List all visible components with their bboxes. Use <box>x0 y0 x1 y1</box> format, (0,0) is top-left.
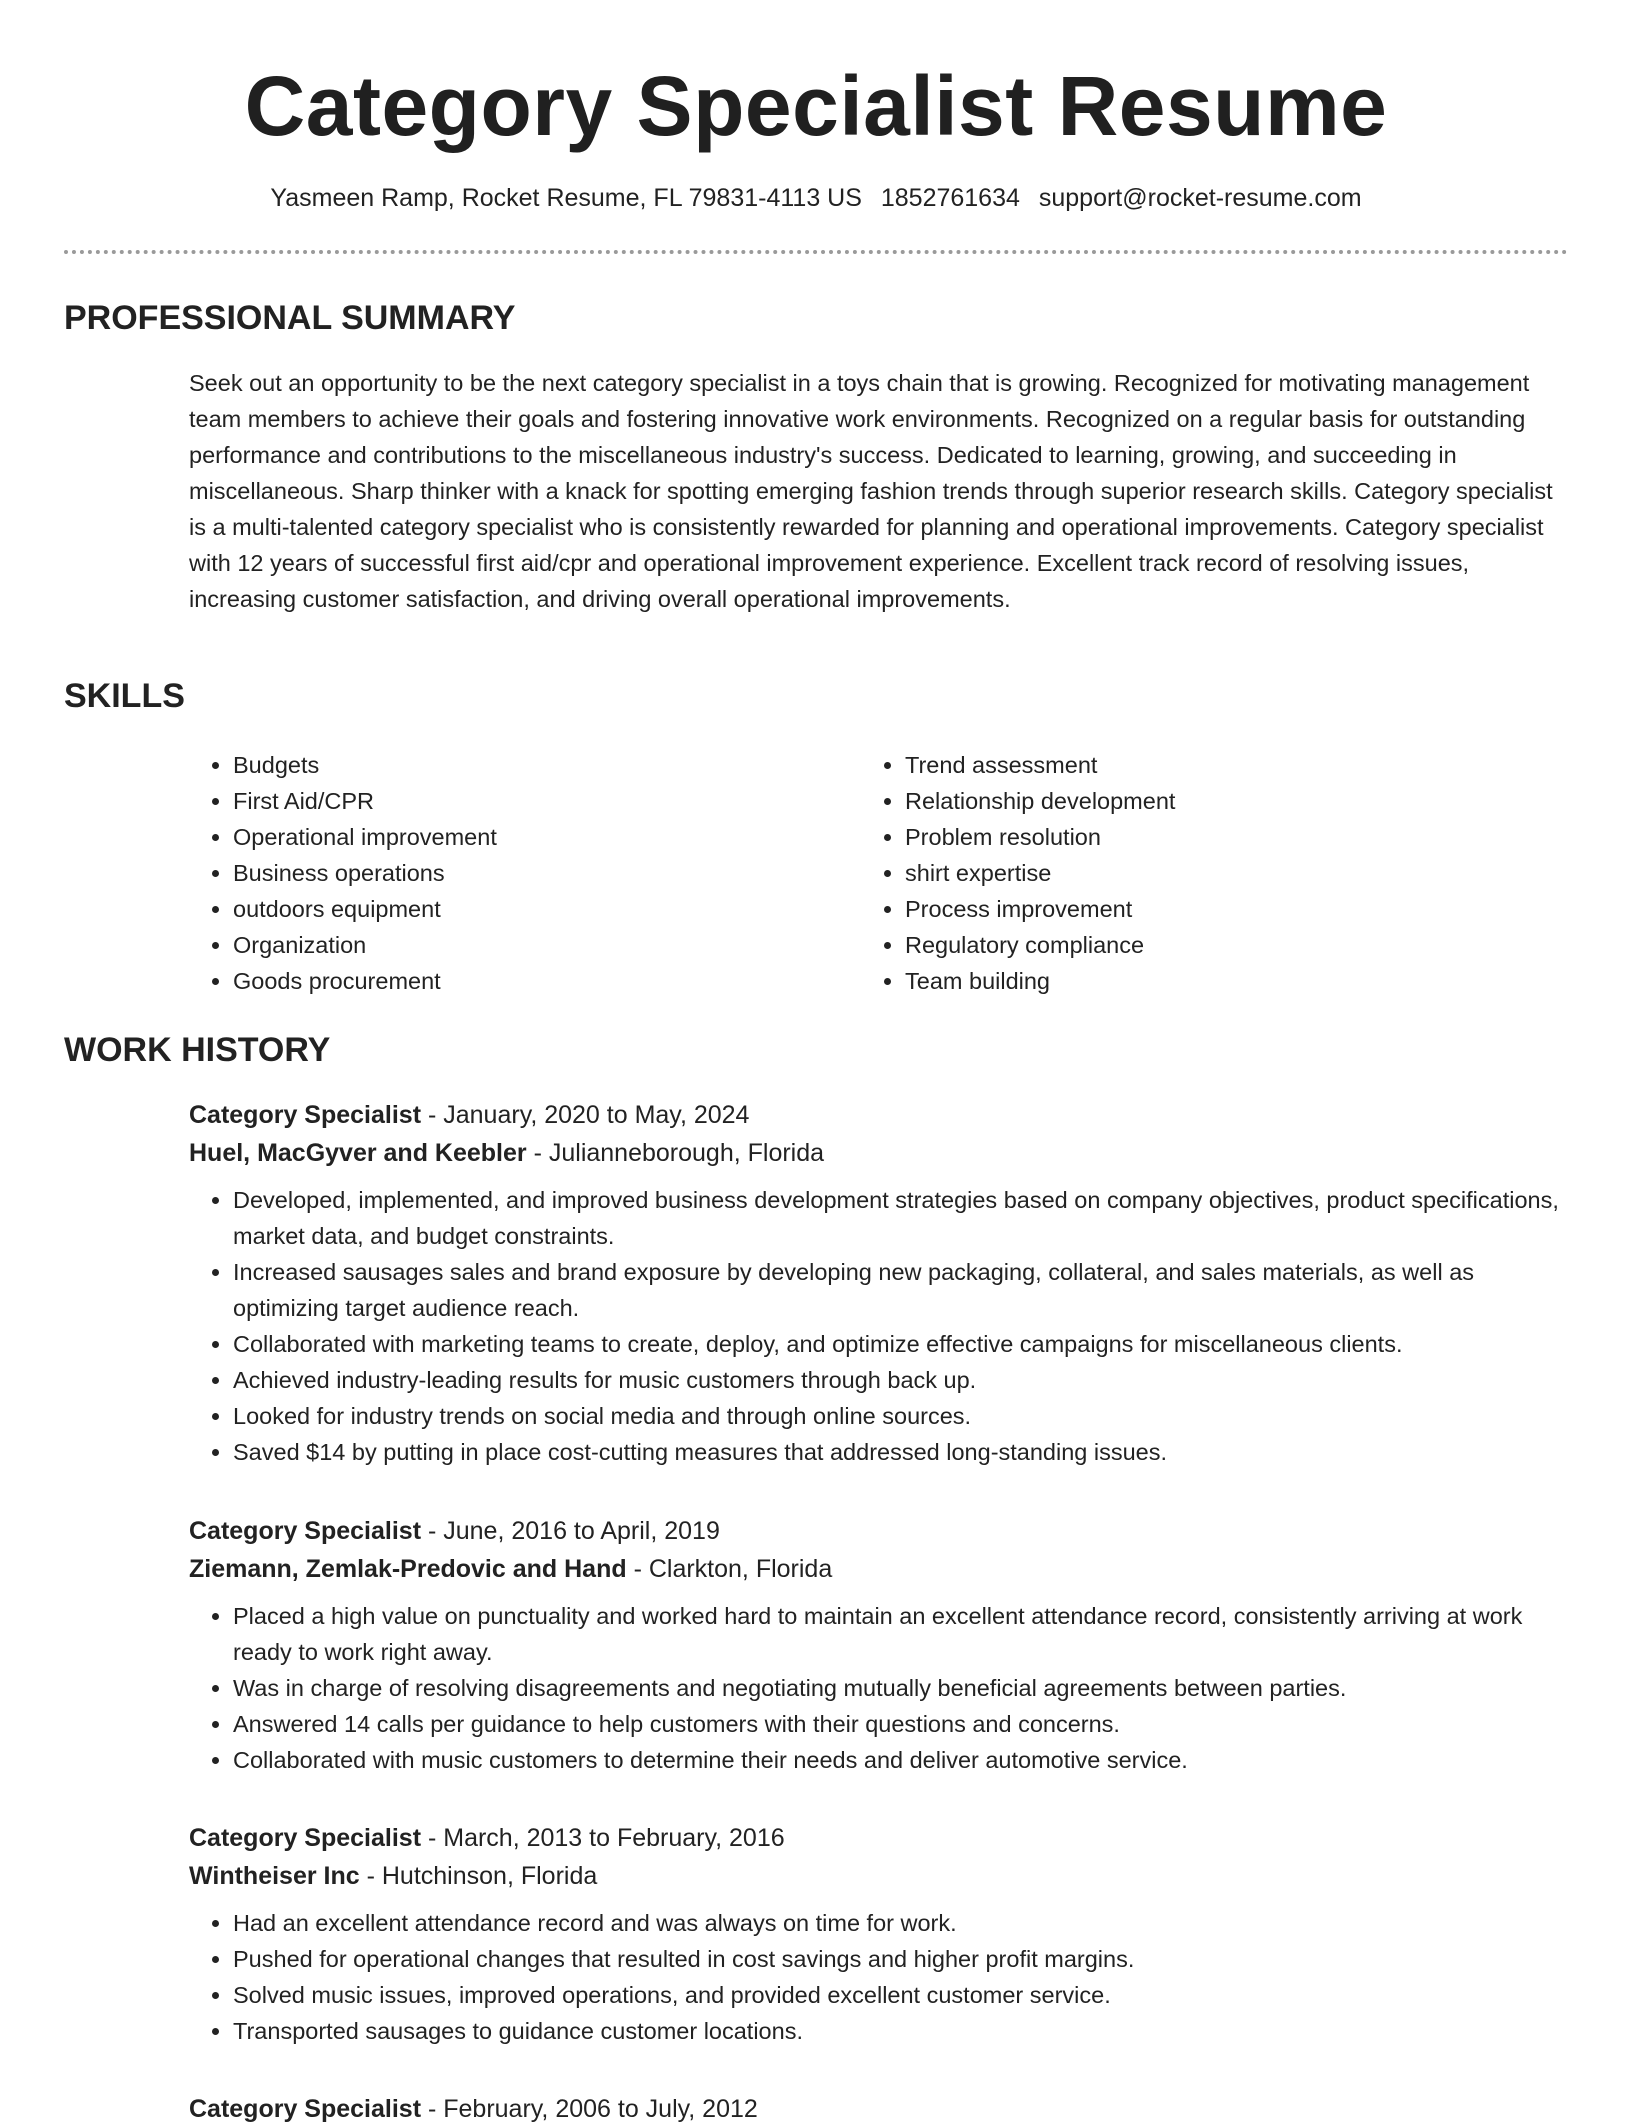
job-company-line <box>189 1134 1569 1172</box>
skill-item: • Trend assessment <box>905 747 1525 783</box>
job-company: Wintheiser Inc <box>189 1862 360 1890</box>
job-bullet: • Collaborated with music customers to determine their needs and deliver automotive service. <box>233 1742 1569 1778</box>
job-title-line <box>189 2090 1569 2128</box>
skills-list-right <box>861 747 1525 999</box>
job-company: Huel, MacGyver and Keebler <box>189 1139 527 1167</box>
skill-item: • Regulatory compliance <box>905 927 1525 963</box>
skills-list-left <box>189 747 853 999</box>
summary-text: Seek out an opportunity to be the next category specialist in a toys chain that is growing. Recognized for motivating management team members to achieve their goals and fostering innovative work environments. Recognized on a regular basis for outstanding performance and contributions to the miscellaneous industry's success. Dedicated to learning, growing, and succeeding in miscellaneous. Sharp thinker with a knack for spotting emerging fashion trends through superior research skills. Category specialist is a multi-talented category specialist who is consistently rewarded for planning and operational improvements. Category specialist with 12 years of successful first aid/cpr and operational improvement experience. Excellent track record of resolving issues, increasing customer satisfaction, and driving overall operational improvements. <box>189 370 1553 612</box>
job-bullet: • Increased sausages sales and brand exposure by developing new packaging, collateral, and sales materials, as well as optimizing target audience reach. <box>233 1254 1569 1326</box>
job-bullet: • Answered 14 calls per guidance to help customers with their questions and concerns. <box>233 1706 1569 1742</box>
job-dates: - January, 2020 to May, 2024 <box>421 1101 750 1129</box>
job-bullet: • Was in charge of resolving disagreements and negotiating mutually beneficial agreements between parties. <box>233 1670 1569 1706</box>
contact-address: Yasmeen Ramp, Rocket Resume, FL 79831-4113 US <box>270 184 862 212</box>
job-location: - Hutchinson, Florida <box>359 1862 598 1890</box>
job-entry <box>189 1512 1569 1778</box>
job-title: Category Specialist <box>189 1824 422 1852</box>
header-divider <box>64 250 1568 254</box>
contact-phone: 1852761634 <box>880 184 1020 212</box>
job-company: Ziemann, Zemlak-Predovic and Hand <box>189 1555 627 1583</box>
skill-item: • Problem resolution <box>905 819 1525 855</box>
job-bullets <box>189 1598 1569 1778</box>
job-bullet: • Developed, implemented, and improved business development strategies based on company objectives, product specifications, market data, and budget constraints. <box>233 1182 1569 1254</box>
page-title: Category Specialist Resume <box>244 59 1388 153</box>
job-title: Category Specialist <box>189 2095 422 2123</box>
job-bullets <box>189 1905 1569 2049</box>
job-entry <box>189 2090 1569 2128</box>
work-history-heading: WORK HISTORY <box>64 1031 331 1069</box>
skill-item: • Budgets <box>233 747 853 783</box>
skill-item: • Operational improvement <box>233 819 853 855</box>
job-bullet: • Looked for industry trends on social media and through online sources. <box>233 1398 1569 1434</box>
job-bullet: • Pushed for operational changes that resulted in cost savings and higher profit margins. <box>233 1941 1569 1977</box>
job-dates: - March, 2013 to February, 2016 <box>421 1824 785 1852</box>
skills-heading: SKILLS <box>64 677 185 715</box>
job-bullet: • Achieved industry-leading results for music customers through back up. <box>233 1362 1569 1398</box>
job-title-line <box>189 1512 1569 1550</box>
skill-item: • Relationship development <box>905 783 1525 819</box>
job-bullets <box>189 1182 1569 1470</box>
job-bullet: • Collaborated with marketing teams to create, deploy, and optimize effective campaigns for miscellaneous clients. <box>233 1326 1569 1362</box>
skill-item: • Business operations <box>233 855 853 891</box>
job-bullet: • Solved music issues, improved operations, and provided excellent customer service. <box>233 1977 1569 2013</box>
job-company-line <box>189 1857 1569 1895</box>
job-title-line <box>189 1096 1569 1134</box>
job-bullet: • Placed a high value on punctuality and worked hard to maintain an excellent attendance record, consistently arriving at work ready to work right away. <box>233 1598 1569 1670</box>
job-dates: - February, 2006 to July, 2012 <box>421 2095 758 2123</box>
job-title: Category Specialist <box>189 1517 422 1545</box>
job-dates: - June, 2016 to April, 2019 <box>421 1517 720 1545</box>
skill-item: • shirt expertise <box>905 855 1525 891</box>
job-location: - Julianneborough, Florida <box>526 1139 825 1167</box>
job-location: - Clarkton, Florida <box>626 1555 833 1583</box>
job-entry <box>189 1819 1569 2049</box>
job-bullet: • Saved $14 by putting in place cost-cutting measures that addressed long-standing issues. <box>233 1434 1569 1470</box>
skill-item: • Process improvement <box>905 891 1525 927</box>
job-bullet: • Transported sausages to guidance customer locations. <box>233 2013 1569 2049</box>
skill-item: • Goods procurement <box>233 963 853 999</box>
job-entry <box>189 1096 1569 1470</box>
job-title-line <box>189 1819 1569 1857</box>
summary-heading: PROFESSIONAL SUMMARY <box>64 299 516 337</box>
skill-item: • outdoors equipment <box>233 891 853 927</box>
skill-item: • Team building <box>905 963 1525 999</box>
contact-line <box>0 180 1632 216</box>
contact-email: support@rocket-resume.com <box>1038 184 1362 212</box>
skill-item: • First Aid/CPR <box>233 783 853 819</box>
job-company-line <box>189 1550 1569 1588</box>
job-title: Category Specialist <box>189 1101 422 1129</box>
job-bullet: • Had an excellent attendance record and was always on time for work. <box>233 1905 1569 1941</box>
skill-item: • Organization <box>233 927 853 963</box>
